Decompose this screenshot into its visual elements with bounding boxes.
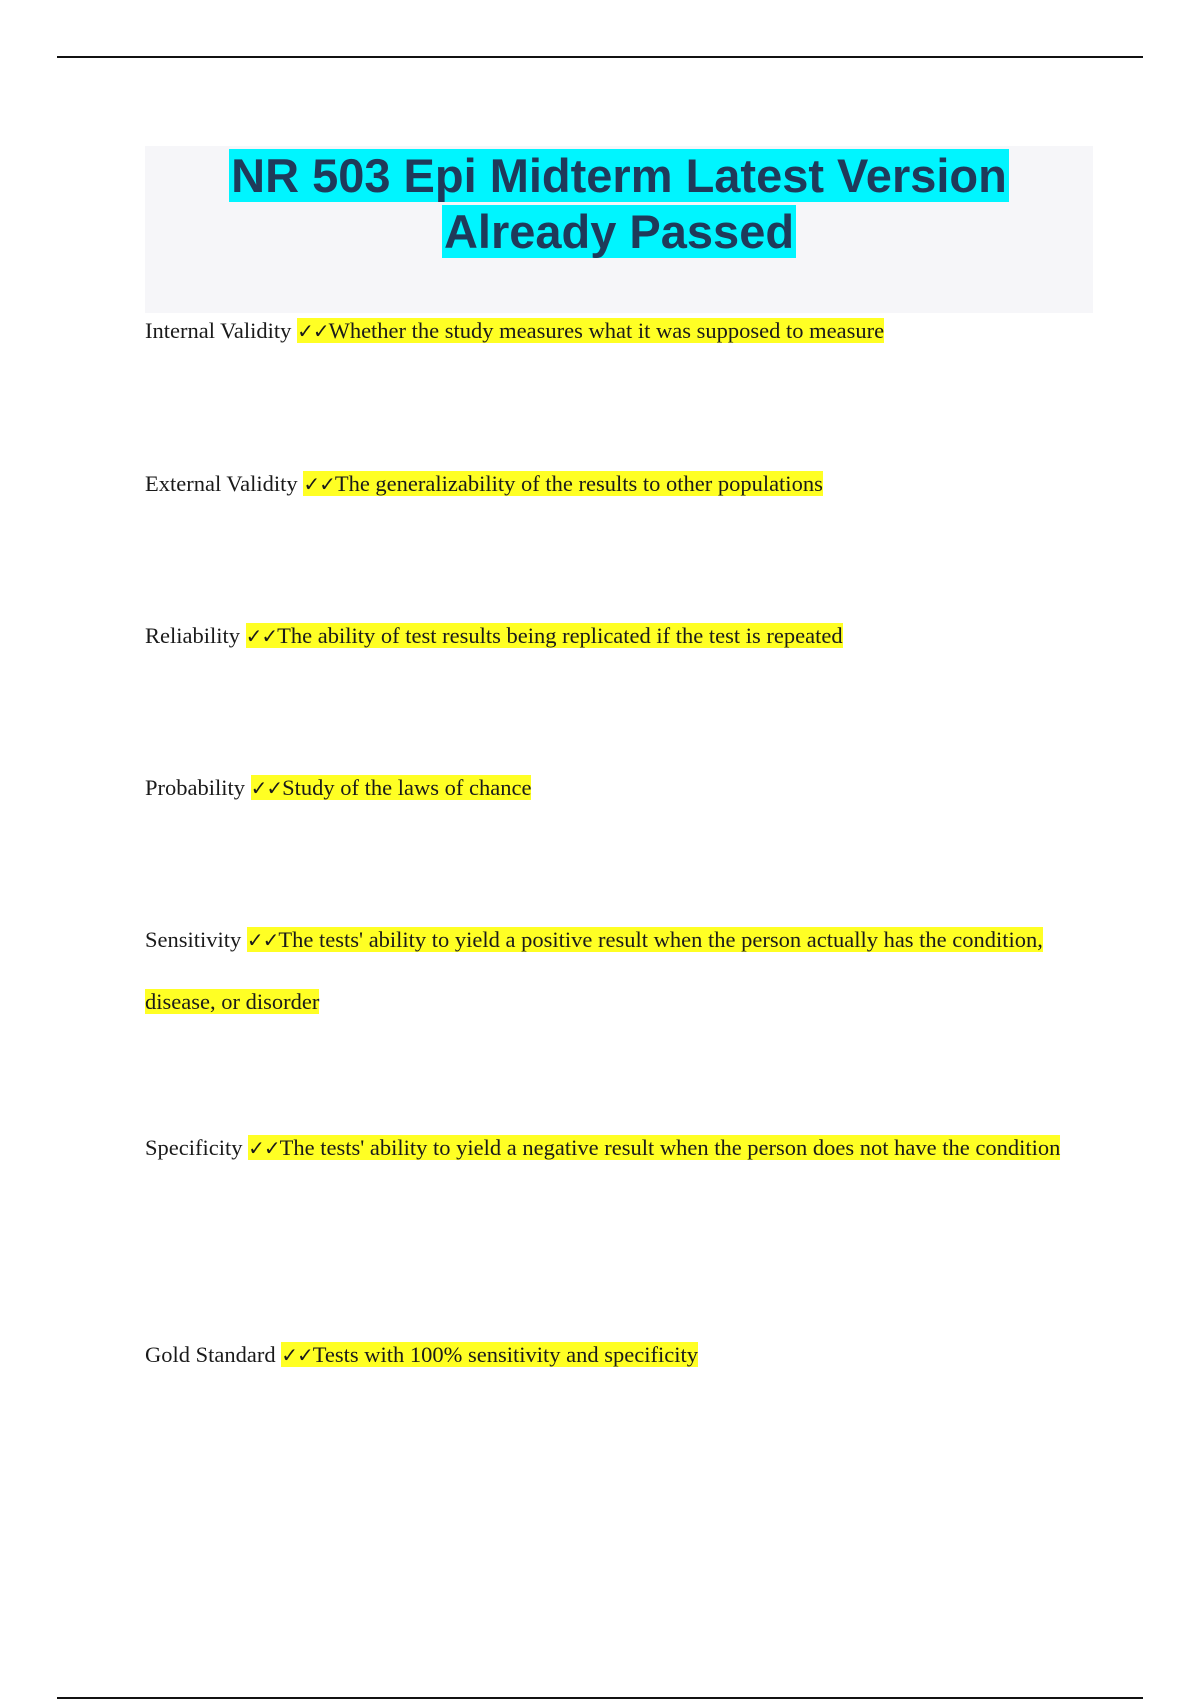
entry-term: Sensitivity	[145, 927, 242, 952]
entry-answer	[246, 623, 843, 648]
entry-definition: The ability of test results being replicated if the test is repeated	[277, 623, 843, 648]
entry-term: Gold Standard	[145, 1342, 276, 1367]
entry-term: Reliability	[145, 623, 240, 648]
entry-definition: The generalizability of the results to other populations	[334, 471, 823, 496]
entry-term: Probability	[145, 775, 245, 800]
double-check-icon: ✓✓	[297, 319, 329, 343]
entry-reliability	[145, 605, 1065, 667]
top-rule	[57, 56, 1143, 58]
entry-term: Internal Validity	[145, 318, 292, 343]
double-check-icon: ✓✓	[303, 472, 335, 496]
bottom-rule	[57, 1697, 1143, 1699]
entry-specificity	[145, 1117, 1065, 1179]
double-check-icon: ✓✓	[248, 1136, 280, 1160]
entry-answer	[145, 927, 1043, 1014]
entry-term: Specificity	[145, 1135, 243, 1160]
entry-definition: Whether the study measures what it was supposed to measure	[328, 318, 885, 343]
title-block	[145, 146, 1093, 313]
entry-answer	[281, 1342, 698, 1367]
entry-answer	[251, 775, 532, 800]
page-title-line-2: Already Passed	[443, 205, 795, 258]
double-check-icon: ✓✓	[245, 624, 278, 648]
entry-internal-validity	[145, 300, 1065, 362]
entry-probability	[145, 757, 1065, 819]
entry-term: External Validity	[145, 471, 298, 496]
double-check-icon: ✓✓	[250, 776, 283, 800]
double-check-icon: ✓✓	[281, 1343, 313, 1367]
entry-definition: The tests' ability to yield a negative result when the person does not have the condition	[279, 1135, 1061, 1160]
entry-answer	[303, 471, 823, 496]
entry-gold-standard	[145, 1324, 1065, 1386]
entry-definition: Study of the laws of chance	[282, 775, 532, 800]
entry-external-validity	[145, 453, 1065, 515]
entry-answer	[297, 318, 884, 343]
entry-sensitivity	[145, 909, 1065, 1032]
entry-answer	[248, 1135, 1060, 1160]
entry-definition: The tests' ability to yield a positive result when the person actually has the condition, disease, or disorder	[145, 927, 1043, 1014]
double-check-icon: ✓✓	[246, 928, 279, 952]
page-title-line-1: NR 503 Epi Midterm Latest Version	[231, 149, 1007, 202]
entry-definition: Tests with 100% sensitivity and specificity	[312, 1342, 698, 1367]
